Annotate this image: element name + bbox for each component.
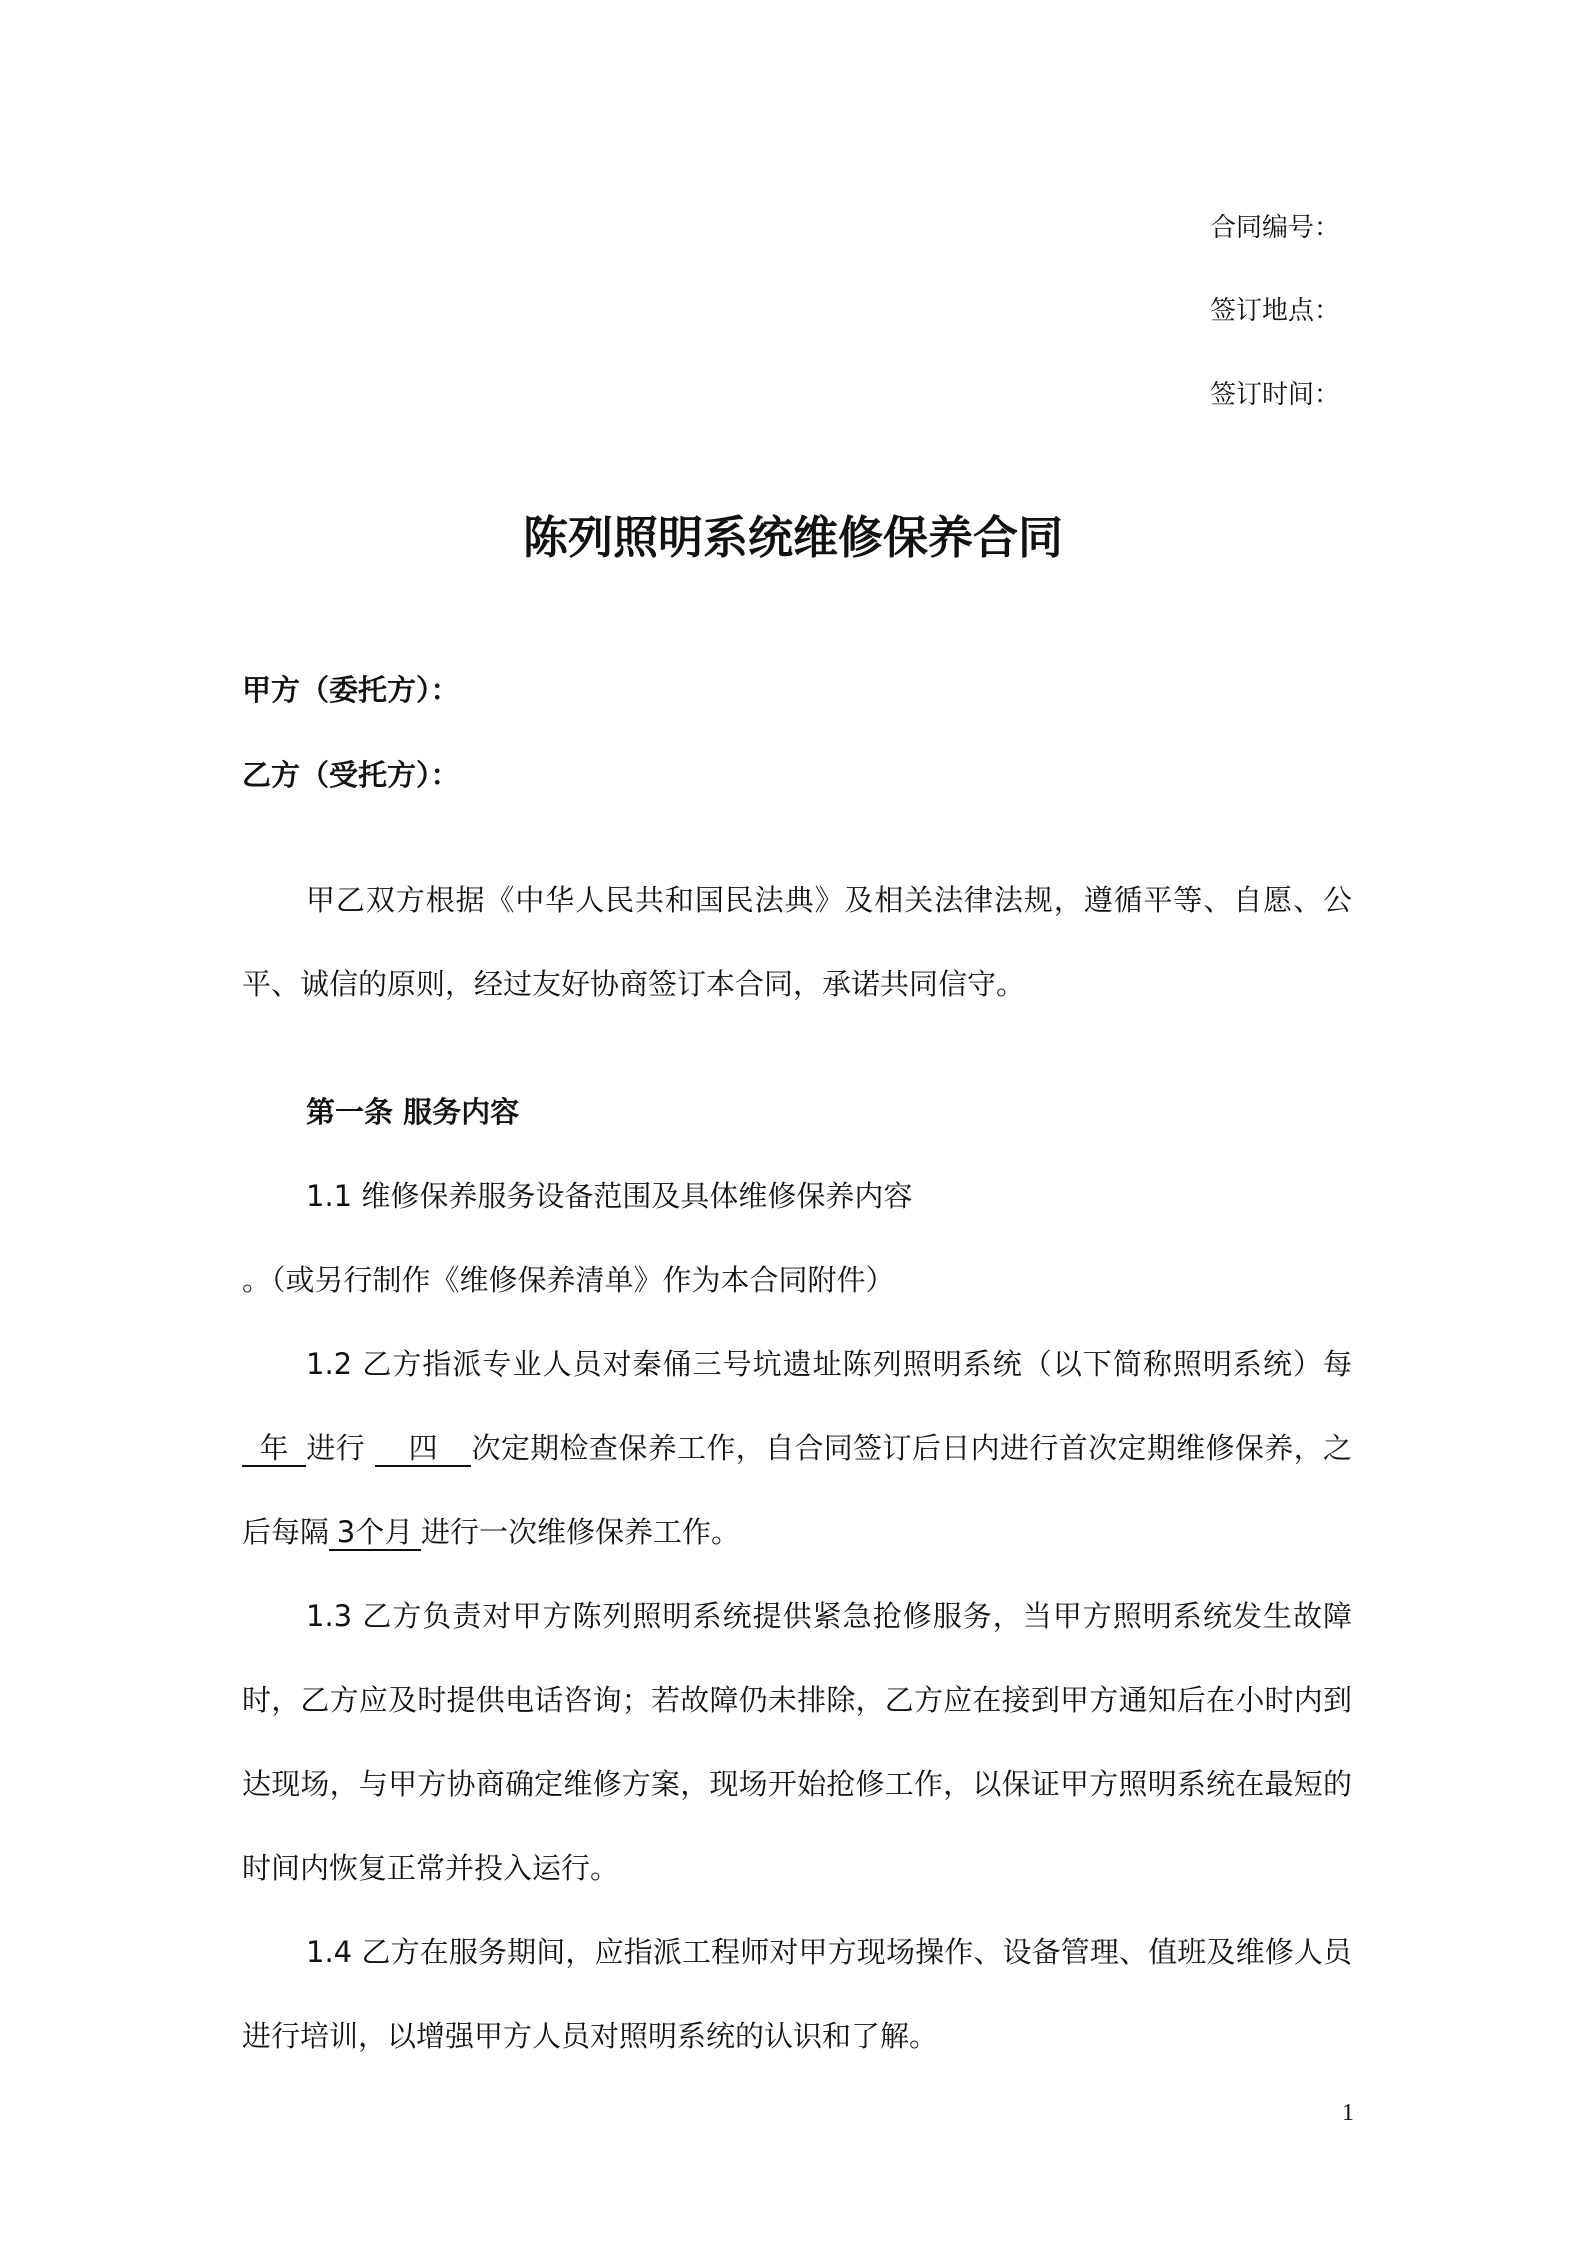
contract-number-label: 合同编号： [1210, 213, 1341, 243]
clause-1-1-line2: 。（或另行制作《维修保养清单》作为本合同附件） [242, 1263, 895, 1297]
signing-place-label: 签订地点： [1210, 296, 1341, 326]
clause-1-2-text-a: 1.2 乙方指派专业人员对秦俑三号坑遗址陈列照明系统（以下简称照明系统）每 [306, 1347, 1352, 1381]
clause-1-3-paragraph: 1.3 乙方负责对甲方陈列照明系统提供紧急抢修服务，当甲方照明系统发生故障时，乙方应及时提供电话咨询；若故障仍未排除，乙方应在接到甲方通知后在小时内到达现场，与甲方协商确定维修方案，现场开始抢修工作，以保证甲方照明系统在最短的时间内恢复正常并投入运行。 [242, 1599, 1352, 1885]
clause-1-1-line1: 1.1 维修保养服务设备范围及具体维修保养内容 [306, 1179, 913, 1213]
page-number: 1 [1342, 2100, 1354, 2126]
signing-time-label: 签订时间： [1210, 380, 1341, 410]
clause-1-2-text-d: 进行一次维修保养工作。 [421, 1515, 741, 1549]
party-a-label: 甲方（委托方）： [242, 673, 460, 707]
clause-1-2-blank-interval: 3个月 [329, 1515, 421, 1551]
clause-1-2-blank-count: 四 [375, 1431, 471, 1467]
clause-1-2-text-c: 次定期检查保养工作，自合同签订后日内进行首次定期维修保养，之后每隔 [242, 1431, 1352, 1549]
clause-1-4-paragraph: 1.4 乙方在服务期间，应指派工程师对甲方现场操作、设备管理、值班及维修人员进行培训，以增强甲方人员对照明系统的认识和了解。 [242, 1935, 1352, 2053]
clause-1-2-blank-period: 年 [242, 1431, 306, 1467]
clause-1-2-paragraph [242, 1322, 1352, 1574]
preamble-paragraph: 甲乙双方根据《中华人民共和国民法典》及相关法律法规，遵循平等、自愿、公平、诚信的原则，经过友好协商签订本合同，承诺共同信守。 [242, 883, 1352, 1001]
article-1-section [242, 1070, 1352, 2078]
document-title: 陈列照明系统维修保养合同 [522, 511, 1063, 564]
clause-1-2-text-b: 进行 [306, 1431, 366, 1465]
preamble-section [242, 858, 1352, 1026]
article-1-heading: 第一条 服务内容 [306, 1095, 520, 1129]
party-b-label: 乙方（受托方）： [242, 758, 460, 792]
